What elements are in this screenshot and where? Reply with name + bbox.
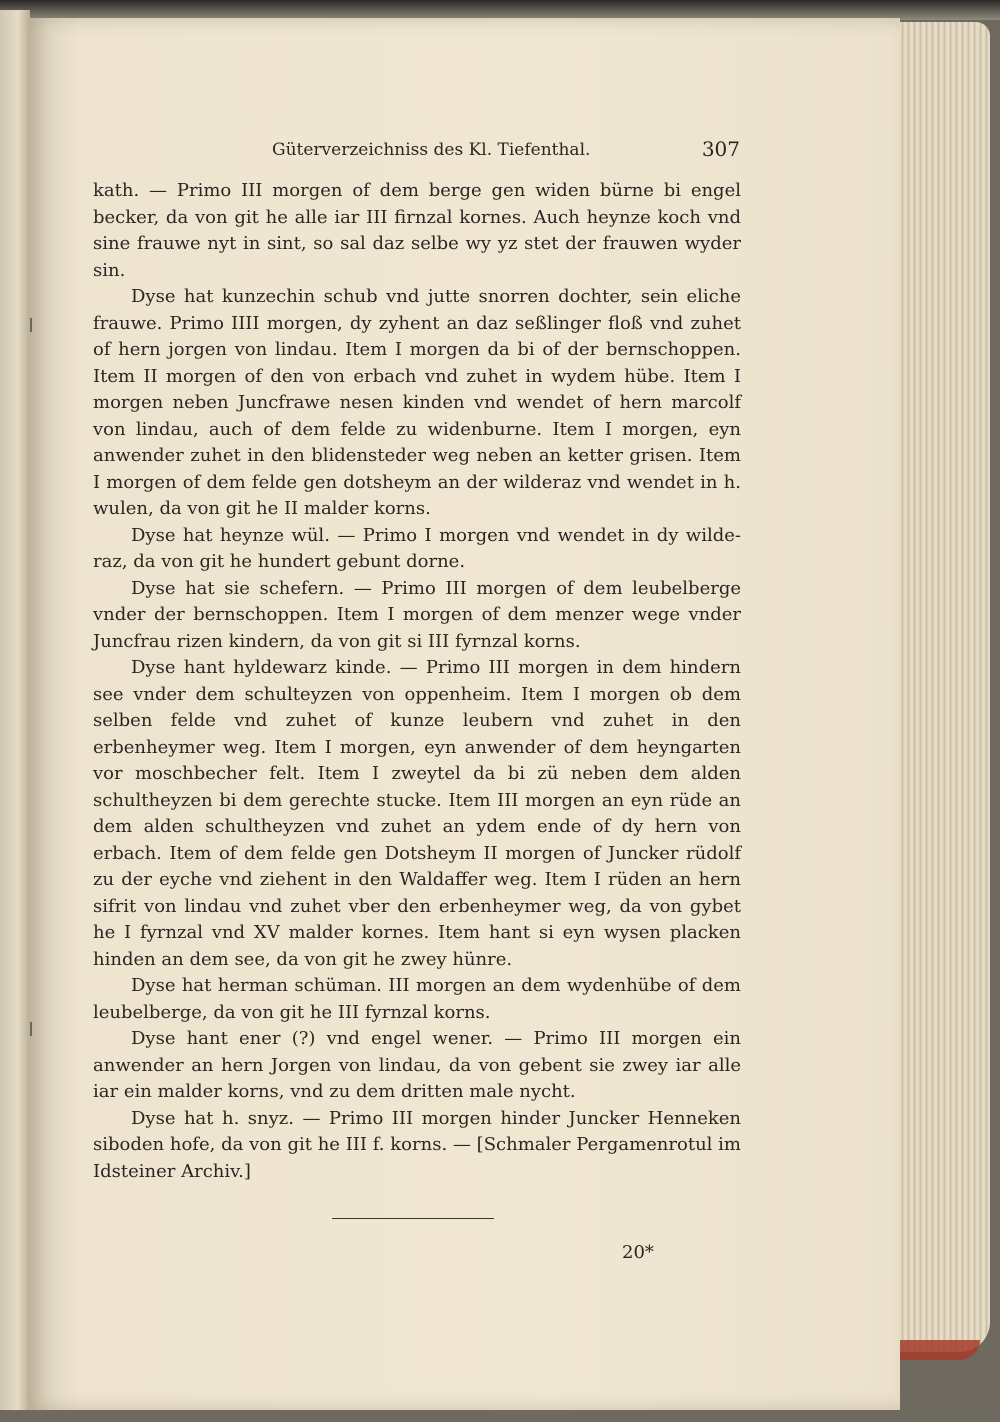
paragraph: Dyse hat kunzechin schub vnd jutte snorren dochter, sein eliche frauwe. Primo IIII morgen, dy zyhent an daz seßlinger floß vnd zuhet of hern jorgen von lindau. Item I morgen da bi of der bernschoppen. Item II morgen of den von erbach vnd zuhet in wydem hübe. Item I morgen neben Juncfrawe nesen kinden vnd wendet of hern marcolf von lindau, auch of dem felde zu widenburne. Item I morgen, eyn anwender zuhet in den blidensteder weg neben an ketter grisen. Item I morgen of dem felde gen dotsheym an der wilderaz vnd wendet in h. wulen, da von git he II malder korns. — [93, 286, 741, 519]
footer-rule — [332, 1218, 494, 1219]
page-number: 307 — [701, 137, 740, 161]
bookmark-ribbon — [890, 1340, 980, 1360]
book-cover-edge — [0, 0, 1000, 20]
paragraph: Dyse hat h. snyz. — Primo III morgen hinder Juncker Henneken siboden hofe, da von git he III f. korns. — [Schmaler Pergamenrotul im Idsteiner Archiv.] — [93, 1107, 741, 1182]
left-page-edge — [0, 10, 30, 1410]
header-title: Güterverzeichniss des Kl. Tiefenthal. — [272, 140, 591, 160]
paragraph: Dyse hat sie schefern. — Primo III morgen of dem leubelberge vnder der bernschoppen. Item I morgen of dem menzer wege vnder Juncfrau rizen kindern, da von git si III fyrnzal korns. — [93, 577, 741, 652]
margin-mark — [30, 1022, 36, 1036]
paragraph: Dyse hat herman schüman. III morgen an dem wydenhübe of dem leubelberge, da von git he III fyrnzal korns. — [93, 975, 741, 1023]
running-header — [272, 137, 740, 164]
paragraph: Dyse hant ener (?) vnd engel wener. — Primo III morgen ein anwender an hern Jorgen von lindau, da von gebent sie zwey iar alle iar ein malder korns, vnd zu dem dritten male nycht. — [93, 1028, 741, 1102]
paragraph: Dyse hant hyldewarz kinde. — Primo III morgen in dem hindern see vnder dem schulteyzen von oppenheim. Item I morgen ob dem selben felde vnd zuhet of kunze leubern vnd zuhet in den erbenheymer weg. Item I morgen, eyn anwender of dem heyngarten vor moschbecher felt. Item I zweytel da bi zü neben dem alden schultheyzen bi dem gerechte stucke. Item III morgen an eyn rüde an dem alden schultheyzen vnd zuhet an ydem ende of dy hern von erbach. Item of dem felde gen Dotsheym II morgen of Juncker rüdolf zu der eyche vnd ziehent in den Waldaffer weg. Item I rüden an hern sifrit von lindau vnd zuhet vber den erbenheymer weg, da von gybet he I fyrnzal vnd XV malder kornes. Item hant si eyn wysen placken hinden an dem see, da von git he zwey hünre. — [93, 657, 741, 970]
paragraph: Dyse hat heynze wül. — Primo I morgen vnd wendet in dy wilde-raz, da von git he hundert gebunt dorne. — [93, 524, 741, 572]
body-text — [93, 178, 741, 1185]
paragraph: kath. — Primo III morgen of dem berge gen widen bürne bi engel becker, da von git he alle iar III firnzal kornes. Auch heynze koch vnd sine frauwe nyt in sint, so sal daz selbe wy yz stet der frauwen wyder sin. — [93, 180, 741, 281]
signature-mark: 20* — [622, 1242, 654, 1263]
margin-mark — [30, 318, 36, 332]
